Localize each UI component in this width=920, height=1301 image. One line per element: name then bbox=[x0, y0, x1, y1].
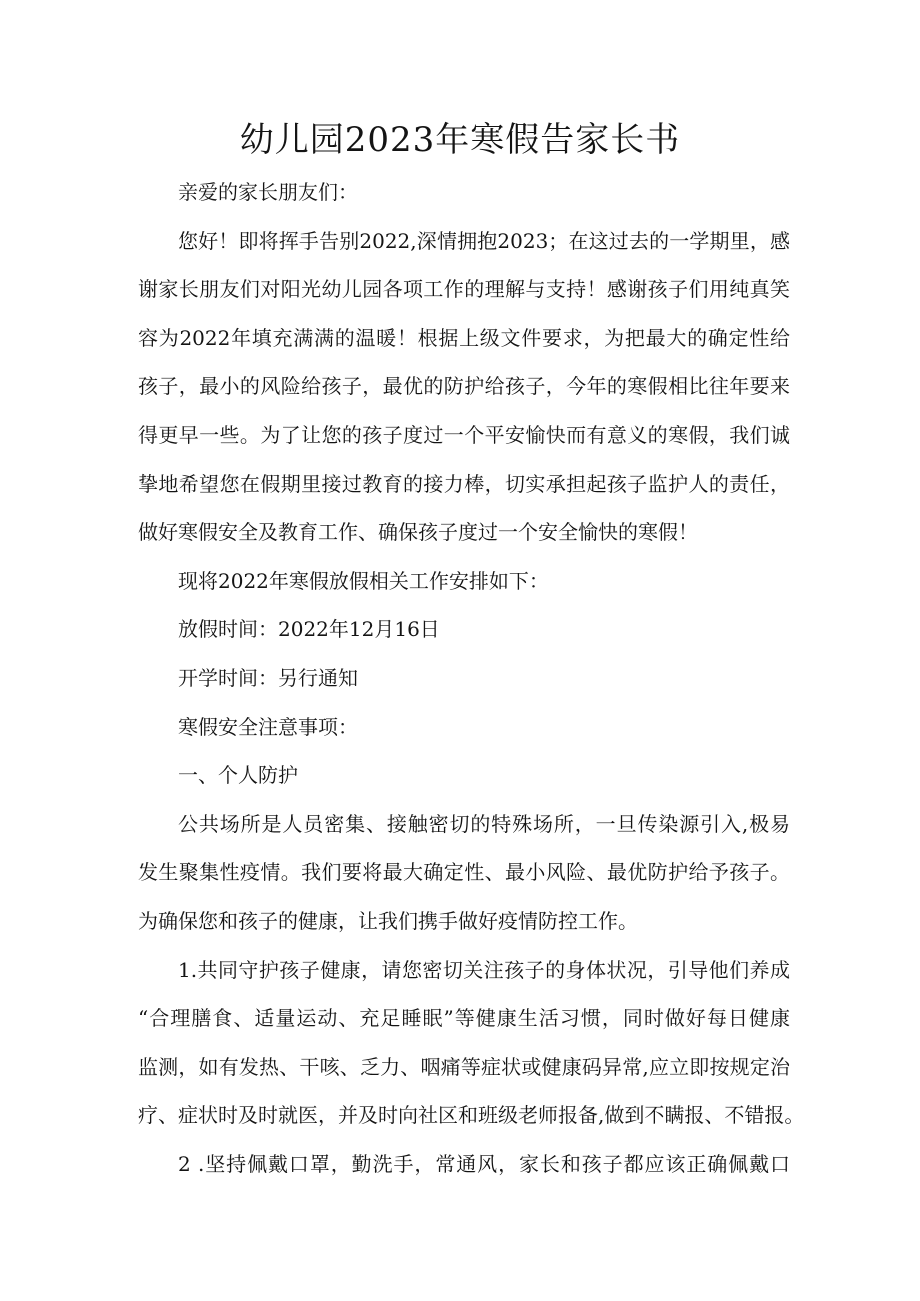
holiday-time: 放假时间：2022年12月16日 bbox=[178, 617, 440, 642]
section-1-line: 公共场所是人员密集、接触密切的特殊场所，一旦传染源引入,极易 bbox=[178, 811, 790, 836]
item-1-line: “合理膳食、适量运动、充足睡眠”等健康生活习惯，同时做好每日健康 bbox=[138, 1006, 790, 1031]
greeting: 亲爱的家长朋友们： bbox=[178, 180, 358, 204]
intro-line: 挚地希望您在假期里接过教育的接力棒，切实承担起孩子监护人的责任， bbox=[138, 471, 790, 496]
section-1-line: 为确保您和孩子的健康，让我们携手做好疫情防控工作。 bbox=[138, 908, 638, 933]
section-1-paragraph bbox=[138, 800, 790, 946]
document-title: 幼儿园2023年寒假告家长书 bbox=[239, 120, 681, 160]
item-1-line: 监测，如有发热、干咳、乏力、咽痛等症状或健康码异常,应立即按规定治 bbox=[138, 1054, 790, 1079]
intro-line: 得更早一些。为了让您的孩子度过一个平安愉快而有意义的寒假，我们诚 bbox=[138, 422, 790, 447]
intro-line: 谢家长朋友们对阳光幼儿园各项工作的理解与支持！感谢孩子们用纯真笑 bbox=[138, 277, 790, 302]
intro-line: 做好寒假安全及教育工作、确保孩子度过一个安全愉快的寒假！ bbox=[138, 520, 698, 545]
intro-line: 您好！即将挥手告别2022,深情拥抱2023；在这过去的一学期里，感 bbox=[178, 228, 790, 253]
school-start-time: 开学时间：另行通知 bbox=[178, 665, 358, 690]
intro-paragraph bbox=[138, 217, 790, 557]
section-1-line: 发生聚集性疫情。我们要将最大确定性、最小风险、最优防护给予孩子。 bbox=[138, 860, 790, 885]
item-2-paragraph bbox=[138, 1140, 790, 1189]
item-1-line: 疗、症状时及时就医，并及时向社区和班级老师报备,做到不瞒报、不错报。 bbox=[138, 1103, 805, 1128]
intro-line: 孩子，最小的风险给孩子，最优的防护给孩子，今年的寒假相比往年要来 bbox=[138, 374, 790, 399]
section-1-heading: 一、个人防护 bbox=[178, 763, 298, 788]
item-1-line: 1.共同守护孩子健康，请您密切关注孩子的身体状况，引导他们养成 bbox=[178, 957, 790, 982]
item-1-paragraph bbox=[138, 946, 805, 1140]
intro-line: 容为2022年填充满满的温暖！根据上级文件要求，为把最大的确定性给 bbox=[138, 325, 790, 350]
arrangement-intro: 现将2022年寒假放假相关工作安排如下： bbox=[178, 568, 549, 593]
document-body bbox=[138, 168, 805, 1188]
item-2-line: 2 .坚持佩戴口罩，勤洗手，常通风，家长和孩子都应该正确佩戴口 bbox=[178, 1151, 790, 1176]
safety-heading: 寒假安全注意事项： bbox=[178, 714, 358, 739]
